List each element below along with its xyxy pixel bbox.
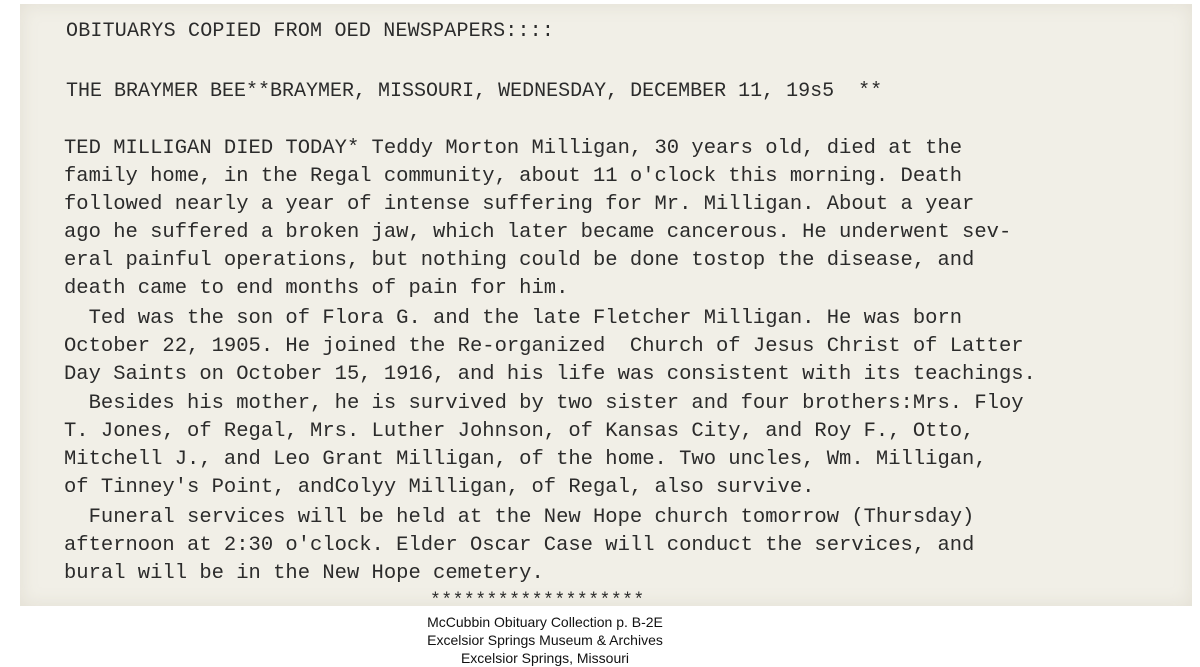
body-line: family home, in the Regal community, about 11 o'clock this morning. Death	[64, 165, 963, 188]
body-line: T. Jones, of Regal, Mrs. Luther Johnson, of Kansas City, and Roy F., Otto,	[64, 420, 975, 443]
body-line: Mitchell J., and Leo Grant Milligan, of the home. Two uncles, Wm. Milligan,	[64, 448, 987, 471]
body-line: Day Saints on October 15, 1916, and his life was consistent with its teachings.	[64, 363, 1036, 386]
body-line: TED MILLIGAN DIED TODAY* Teddy Morton Milligan, 30 years old, died at the	[64, 137, 963, 160]
body-line: followed nearly a year of intense suffering for Mr. Milligan. About a year	[64, 193, 975, 216]
body-line: eral painful operations, but nothing could be done tostop the disease, and	[64, 249, 975, 272]
body-line: death came to end months of pain for him.	[64, 277, 569, 300]
newspaper-dateline: THE BRAYMER BEE**BRAYMER, MISSOURI, WEDNESDAY, DECEMBER 11, 19s5 **	[66, 80, 883, 103]
collection-caption: McCubbin Obituary Collection p. B-2E	[427, 614, 663, 630]
body-line: of Tinney's Point, andColyy Milligan, of Regal, also survive.	[64, 476, 815, 499]
body-line: ago he suffered a broken jaw, which later became cancerous. He underwent sev-	[64, 221, 1012, 244]
body-line: bural will be in the New Hope cemetery.	[64, 562, 544, 585]
newspaper-clipping	[20, 4, 1192, 611]
body-line: October 22, 1905. He joined the Re-organized Church of Jesus Christ of Latter	[64, 335, 1024, 358]
body-line: afternoon at 2:30 o'clock. Elder Oscar Case will conduct the services, and	[64, 534, 975, 557]
body-line: Ted was the son of Flora G. and the late Fletcher Milligan. He was born	[64, 307, 963, 330]
separator-stars: *******************	[430, 591, 645, 611]
body-line: Besides his mother, he is survived by two sister and four brothers:Mrs. Floy	[64, 392, 1024, 415]
clipping-heading: OBITUARYS COPIED FROM OED NEWSPAPERS::::	[66, 20, 555, 43]
body-line: Funeral services will be held at the New Hope church tomorrow (Thursday)	[64, 506, 975, 529]
museum-caption: Excelsior Springs Museum & Archives	[427, 632, 663, 648]
location-caption: Excelsior Springs, Missouri	[460, 650, 630, 666]
